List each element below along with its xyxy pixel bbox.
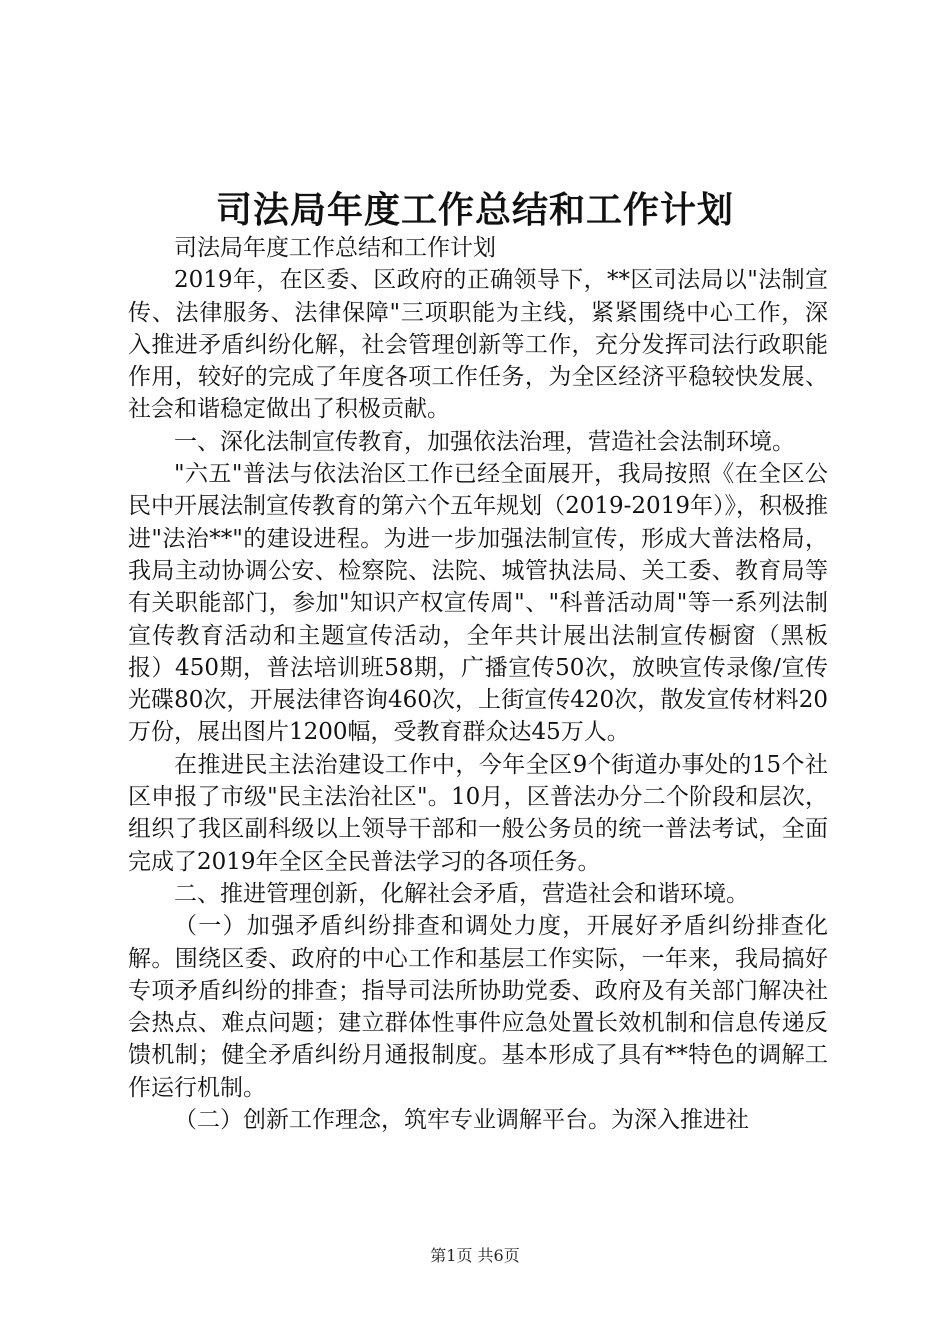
paragraph-body: （一）加强矛盾纠纷排查和调处力度，开展好矛盾纠纷排查化解。围绕区委、政府的中心工作和基层工作实际，一年来，我局搞好专项矛盾纠纷的排查；指导司法所协助党委、政府及有关部门解决社会热点、难点问题；建立群体性事件应急处置长效机制和信息传递反馈机制；健全矛盾纠纷月通报制度。基本形成了具有**特色的调解工作运行机制。 (128, 913, 828, 1101)
paragraph-body: （二）创新工作理念，筑牢专业调解平台。为深入推进社 (174, 1107, 749, 1134)
section-heading-1: 一、深化法制宣传教育，加强依法治理，营造社会法制环境。 (174, 428, 795, 455)
paragraph-body: 在推进民主法治建设工作中，今年全区9个街道办事处的15个社区申报了市级"民主法治社区"。10月，区普法办分二个阶段和层次，组织了我区副科级以上领导干部和一般公务员的统一普法考试，全面完成了2019年全区全民普法学习的各项任务。 (128, 751, 828, 875)
document-body (128, 232, 828, 1136)
paragraph-subtitle: 司法局年度工作总结和工作计划 (174, 235, 496, 261)
paragraph-intro: 2019年，在区委、区政府的正确领导下，**区司法局以"法制宣传、法律服务、法律保障"三项职能为主线，紧紧围绕中心工作，深入推进矛盾纠纷化解，社会管理创新等工作，充分发挥司法行政职能作用，较好的完成了年度各项工作任务，为全区经济平稳较快发展、社会和谐稳定做出了积极贡献。 (128, 267, 828, 423)
paragraph-body: "六五"普法与依法治区工作已经全面展开，我局按照《在全区公民中开展法制宣传教育的第六个五年规划（2019-2019年）》，积极推进"法治**"的建设进程。为进一步加强法制宣传，形成大普法格局，我局主动协调公安、检察院、法院、城管执法局、关工委、教育局等有关职能部门，参加"知识产权宣传周"、"科普活动周"等一系列法制宣传教育活动和主题宣传活动，全年共计展出法制宣传橱窗（黑板报）450期，普法培训班58期，广播宣传50次，放映宣传录像/宣传光碟80次，开展法律咨询460次，上街宣传420次，散发宣传材料20万份，展出图片1200幅，受教育群众达45万人。 (128, 461, 828, 746)
page-footer: 第1页 共6页 (430, 1246, 520, 1265)
document-title: 司法局年度工作总结和工作计划 (215, 189, 734, 231)
section-heading-2: 二、推进管理创新，化解社会矛盾，营造社会和谐环境。 (174, 880, 749, 907)
